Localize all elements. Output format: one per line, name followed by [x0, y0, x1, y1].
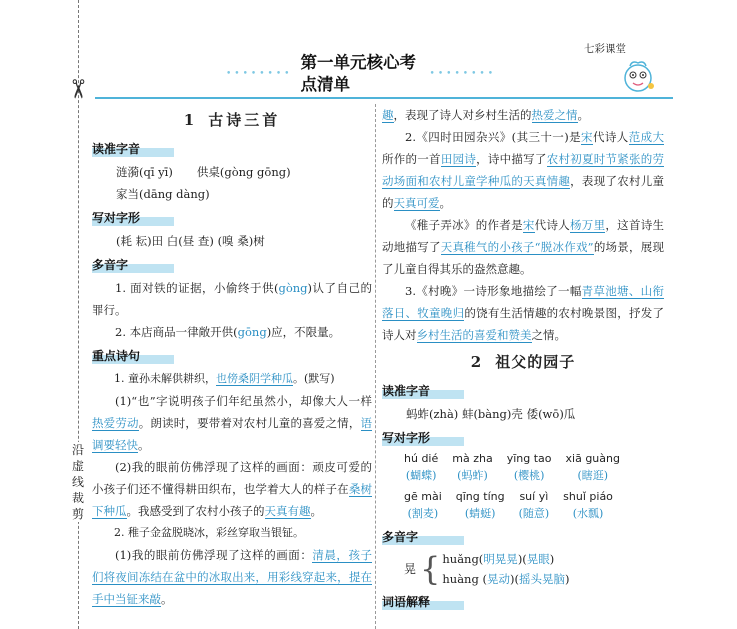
section-writing	[382, 427, 664, 447]
page-title: 第一单元核心考点清单	[300, 53, 416, 94]
polyphone-reading: huǎng(明晃晃)(晃眼)	[442, 552, 555, 566]
section-heading: 词语解释	[382, 595, 431, 609]
polyphone-item: 1. 面对铁的证据，小偷终于供(gòng)认了自己的罪行。	[92, 281, 372, 317]
poem-line: 1. 童孙未解供耕织，也傍桑阴学种瓜。(默写)	[114, 372, 335, 385]
analysis-paragraph: 2.《四时田园杂兴》(其三十一)是宋代诗人范成大所作的一首田园诗，诗中描写了农村初夏时节紧张的劳动场面和农村儿童学种瓜的天真情趣，表现了农村儿童的天真可爱。	[382, 130, 665, 210]
poem-line: 2. 稚子金盆脱晓冰，彩丝穿取当银钲。	[114, 526, 304, 539]
pron-line: 涟漪(qī yī) 供桌(gòng gōng)	[116, 165, 291, 179]
pinyin-grid-row: gē mài qīng tíng suí yì shuǐ piáo (割麦) (蜻蜓) (随意) (水瓢)	[404, 490, 613, 520]
lesson-number: 2	[470, 353, 482, 371]
polyphone-item: 2. 本店商品一律敞开供(gōng)应，不限量。	[115, 325, 341, 339]
section-heading: 读准字音	[92, 142, 141, 156]
column-divider	[375, 104, 376, 629]
section-polyphone	[92, 254, 372, 274]
lesson-2-heading	[382, 348, 664, 376]
right-column	[382, 104, 664, 614]
header-rule	[95, 97, 673, 99]
section-heading: 重点诗句	[92, 349, 141, 363]
title-dots-right: ••••••••	[429, 69, 496, 79]
polyphone-reading: huàng (晃动)(摇头晃脑)	[442, 572, 570, 586]
pron-line: 家当(dāng dàng)	[116, 187, 210, 201]
analysis-paragraph: (1)我的眼前仿佛浮现了这样的画面：清晨，孩子们将夜间冻结在盆中的冰取出来，用彩线穿起来，提在手中当钲来敲。	[92, 548, 372, 606]
section-pronunciation	[382, 380, 664, 400]
brand-label: 七彩课堂	[584, 43, 626, 55]
cut-label: 沿虚线裁剪	[71, 443, 84, 521]
analysis-paragraph: (1)“也”字说明孩子们年纪虽然小，却像大人一样热爱劳动。朗读时，要带着对农村儿童的喜爱之情，语调要轻快。	[92, 394, 373, 452]
section-heading: 写对字形	[382, 431, 431, 445]
section-key-lines	[92, 345, 372, 365]
title-dots-left: ••••••••	[226, 69, 293, 79]
lesson-name: 祖父的园子	[495, 353, 576, 371]
scissors-icon: ✂	[61, 78, 92, 100]
writing-line: (耗 耘)田 白(昼 查) (嗅 桑)树	[116, 234, 265, 248]
pinyin-grid-row: hú dié mà zha yīng tao xiā guàng (蝴蝶) (蚂蚱) (樱桃) (瞎逛)	[404, 452, 620, 482]
polyphone-char: 晃	[404, 562, 417, 576]
left-column	[92, 104, 372, 610]
polyphone-block	[382, 549, 664, 589]
pron-line: 蚂蚱(zhà) 蚌(bàng)壳 倭(wō)瓜	[406, 407, 576, 421]
mascot-icon	[618, 56, 658, 96]
analysis-paragraph: 《稚子弄冰》的作者是宋代诗人杨万里，这首诗生动地描写了天真稚气的小孩子“脱冰作戏”的场景，展现了儿童自得其乐的盎然意趣。	[382, 218, 665, 276]
section-heading: 多音字	[382, 530, 419, 544]
section-heading: 多音字	[92, 258, 129, 272]
lesson-number: 1	[183, 111, 195, 129]
analysis-paragraph: (2)我的眼前仿佛浮现了这样的画面：顽皮可爱的小孩子们还不懂得耕田织布，也学着大人的样子在桑树下种瓜。我感受到了农村小孩子的天真有趣。	[92, 460, 373, 518]
page-title-row	[226, 53, 496, 94]
continued-paragraph: 趣，表现了诗人对乡村生活的热爱之情。	[382, 108, 589, 122]
section-vocabulary	[382, 591, 664, 611]
section-pronunciation	[92, 138, 372, 158]
section-heading: 写对字形	[92, 211, 141, 225]
analysis-paragraph: 3.《村晚》一诗形象地描绘了一幅青草池塘、山衔落日、牧童晚归的饶有生活情趣的农村晚景图，抒发了诗人对乡村生活的喜爱和赞美之情。	[382, 284, 664, 342]
lesson-name: 古诗三首	[208, 111, 281, 129]
section-heading: 读准字音	[382, 384, 431, 398]
section-writing	[92, 207, 372, 227]
section-polyphone	[382, 526, 664, 546]
lesson-1-heading	[92, 106, 372, 134]
brace-icon: {	[420, 550, 441, 588]
